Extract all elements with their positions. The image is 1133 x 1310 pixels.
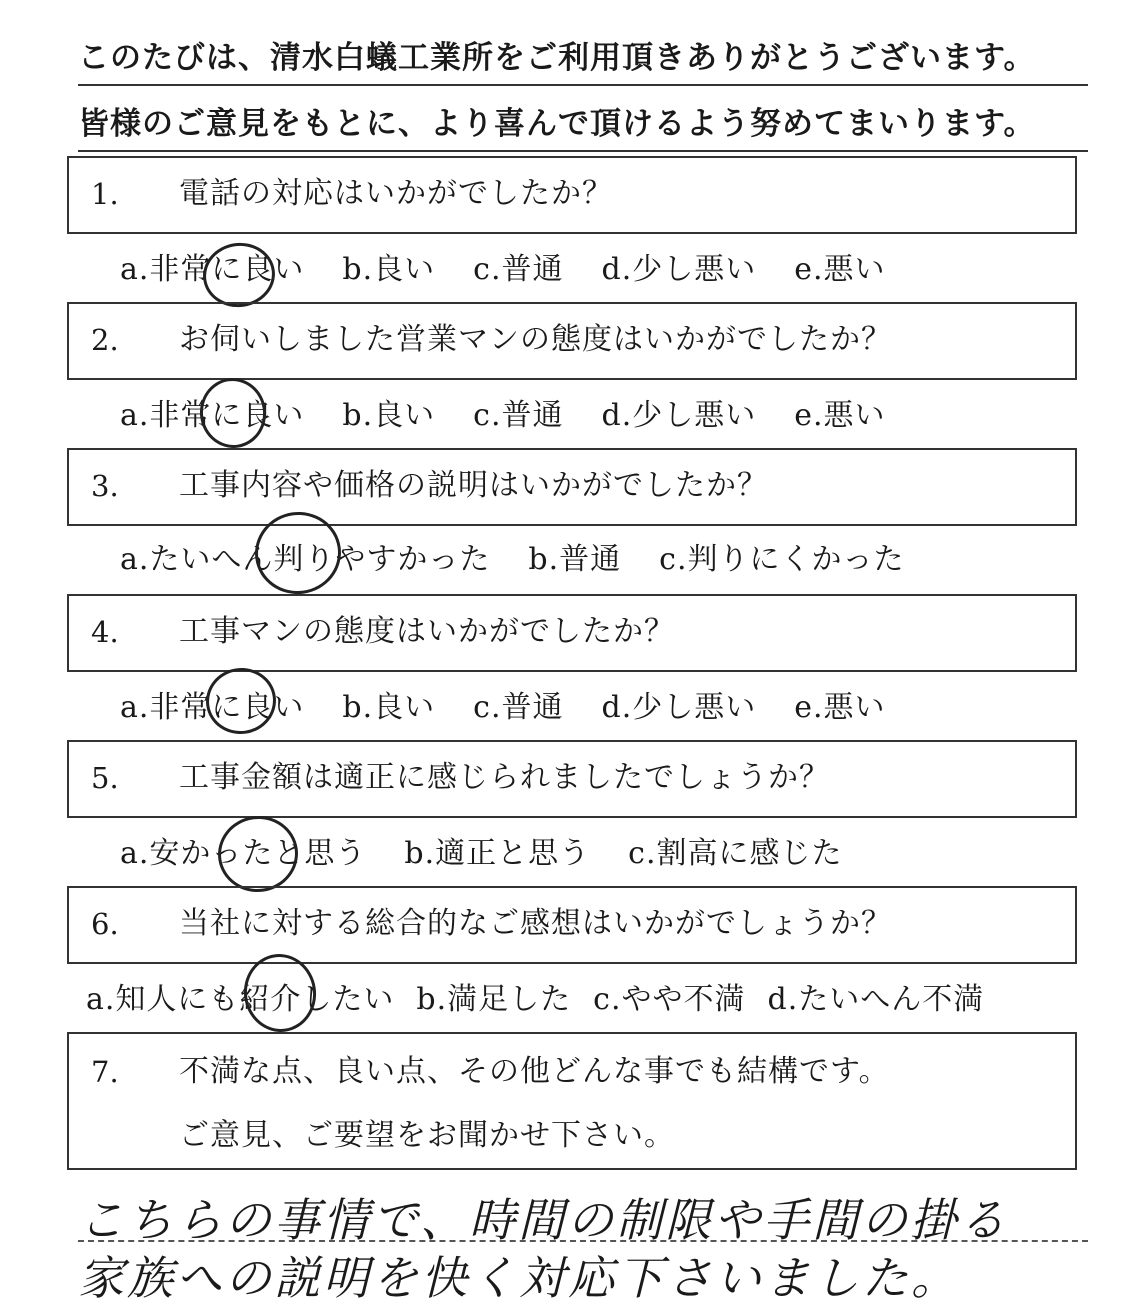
question-text: 工事金額は適正に感じられましたでしょうか？ xyxy=(179,760,830,795)
question-text: 当社に対する総合的なご感想はいかがでしょうか？ xyxy=(179,906,892,941)
question-number: 4. xyxy=(91,615,119,649)
question-6-options xyxy=(86,982,984,1018)
option-d[interactable]: d.たいへん不満 xyxy=(767,982,985,1017)
option-c[interactable]: c.普通 xyxy=(473,252,564,287)
question-1-options xyxy=(120,252,924,288)
option-a[interactable]: a.安かったと思う xyxy=(120,836,367,871)
option-b[interactable]: b.良い xyxy=(342,398,436,433)
question-text: 不満な点、良い点、その他どんな事でも結構です。 xyxy=(179,1054,890,1089)
option-b[interactable]: b.良い xyxy=(342,690,436,725)
option-d[interactable]: d.少し悪い xyxy=(601,398,757,433)
handwritten-response-line-1: こちらの事情で、時間の制限や手間の掛る xyxy=(78,1193,1009,1247)
option-c[interactable]: c.普通 xyxy=(473,398,564,433)
question-5-options xyxy=(120,836,881,872)
option-b[interactable]: b.満足した xyxy=(416,982,572,1017)
option-b[interactable]: b.良い xyxy=(342,252,436,287)
option-a[interactable]: a.たいへん判りやすかった xyxy=(120,542,491,577)
header-intro: 皆様のご意見をもとに、より喜んで頂けるよう努めてまいります。 xyxy=(78,104,1088,144)
option-c[interactable]: c.判りにくかった xyxy=(659,542,905,577)
question-number: 6. xyxy=(91,907,119,941)
question-3-options xyxy=(120,542,943,578)
question-text: お伺いしました営業マンの態度はいかがでしたか？ xyxy=(179,322,892,357)
option-a[interactable]: a.非常に良い xyxy=(120,252,305,287)
question-2-options xyxy=(120,398,924,434)
option-b[interactable]: b.普通 xyxy=(528,542,622,577)
option-e[interactable]: e.悪い xyxy=(794,252,886,287)
option-c[interactable]: c.やや不満 xyxy=(593,982,746,1017)
question-4-options xyxy=(120,690,924,726)
question-number: 1. xyxy=(91,177,119,211)
question-6-box xyxy=(67,886,1077,964)
option-a[interactable]: a.非常に良い xyxy=(120,690,305,725)
option-a[interactable]: a.知人にも紹介したい xyxy=(86,982,395,1017)
question-number: 5. xyxy=(91,761,119,795)
header-thanks: このたびは、清水白蟻工業所をご利用頂きありがとうございます。 xyxy=(78,38,1088,78)
question-3-box xyxy=(67,448,1077,526)
question-text: 工事内容や価格の説明はいかがでしたか？ xyxy=(179,468,768,503)
question-number: 7. xyxy=(91,1055,119,1089)
question-number: 3. xyxy=(91,469,119,503)
question-7-box xyxy=(67,1032,1077,1170)
question-number: 2. xyxy=(91,323,119,357)
option-e[interactable]: e.悪い xyxy=(794,398,886,433)
question-4-box xyxy=(67,594,1077,672)
option-d[interactable]: d.少し悪い xyxy=(601,252,757,287)
question-5-box xyxy=(67,740,1077,818)
question-text: 電話の対応はいかがでしたか？ xyxy=(179,176,613,211)
option-d[interactable]: d.少し悪い xyxy=(601,690,757,725)
option-b[interactable]: b.適正と思う xyxy=(404,836,591,871)
question-text: 工事マンの態度はいかがでしたか？ xyxy=(179,614,675,649)
question-1-box xyxy=(67,156,1077,234)
writing-rule xyxy=(78,1240,1088,1242)
option-c[interactable]: c.普通 xyxy=(473,690,564,725)
question-text-2: ご意見、ご要望をお聞かせ下さい。 xyxy=(179,1118,675,1153)
option-a[interactable]: a.非常に良い xyxy=(120,398,305,433)
option-e[interactable]: e.悪い xyxy=(794,690,886,725)
option-c[interactable]: c.割高に感じた xyxy=(628,836,843,871)
handwritten-response-line-2: 家族への説明を快く対応下さいました。 xyxy=(78,1251,960,1305)
question-2-box xyxy=(67,302,1077,380)
